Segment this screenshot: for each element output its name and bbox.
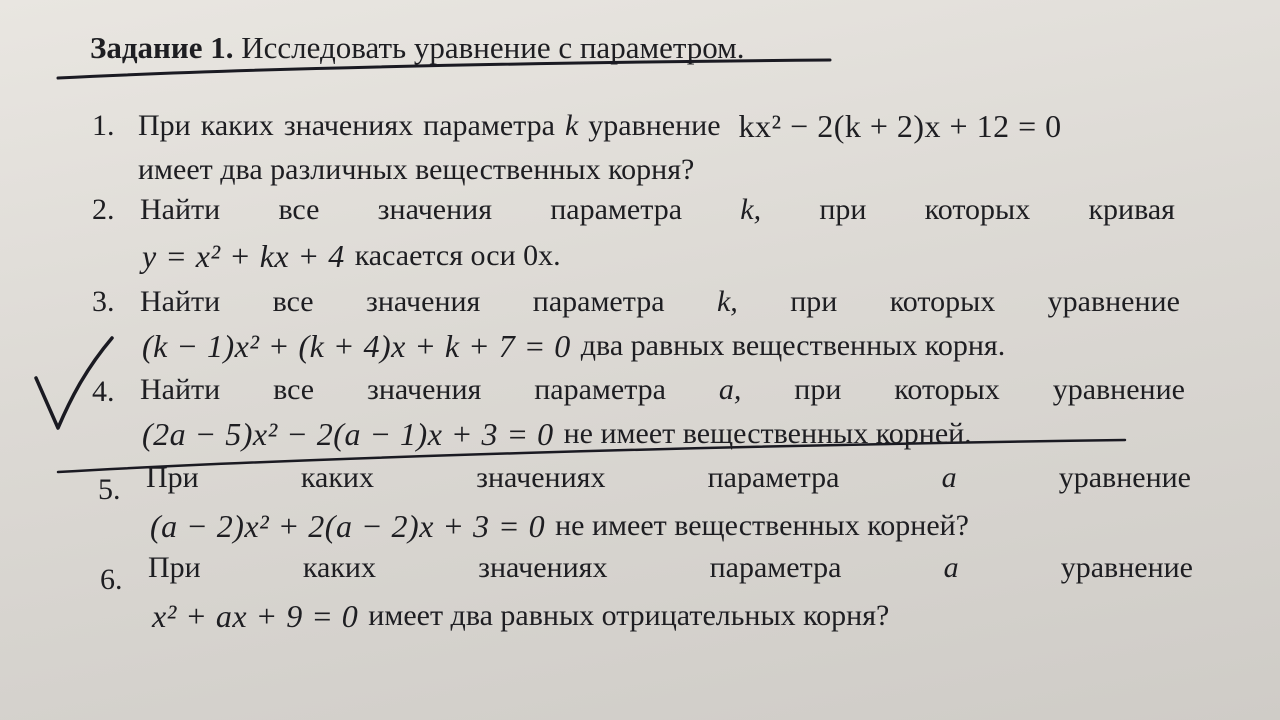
task-text: Исследовать уравнение с параметром. xyxy=(241,30,745,65)
problem-6-line-2 xyxy=(152,596,889,636)
equation: (2a − 5)x² − 2(a − 1)x + 3 = 0 xyxy=(142,416,554,452)
word: параметра xyxy=(550,193,683,226)
problem-1-line-2: имеет два различных вещественных корня? xyxy=(138,153,695,186)
equation: y = x² + kx + 4 xyxy=(142,238,345,274)
word: параметра xyxy=(707,461,840,494)
problem-3-text: два равных вещественных корня. xyxy=(580,329,1006,362)
problem-5-line-1 xyxy=(146,458,1191,498)
word: значения xyxy=(366,285,481,318)
parameter: k, xyxy=(740,193,762,226)
problem-6-number: 6. xyxy=(100,563,123,596)
problem-1-line-1 xyxy=(138,106,1188,146)
problem-6-text: имеет два равных отрицательных корня? xyxy=(368,599,890,632)
word: при xyxy=(790,285,838,318)
problem-1-number: 1. xyxy=(92,109,115,142)
problem-5-line-2 xyxy=(150,506,969,546)
problem-2-line-2 xyxy=(142,236,561,276)
word: уравнение xyxy=(588,109,721,142)
word: при xyxy=(819,193,867,226)
problem-2-text: касается оси 0x. xyxy=(354,239,561,272)
equation: (k − 1)x² + (k + 4)x + k + 7 = 0 xyxy=(142,328,571,364)
problem-5-number: 5. xyxy=(98,473,121,506)
word: значения xyxy=(377,193,493,226)
word: Найти xyxy=(140,193,221,226)
word: Найти xyxy=(140,285,221,318)
problem-5-text: не имеет вещественных корней? xyxy=(555,509,969,542)
word: все xyxy=(273,373,315,406)
word: уравнение xyxy=(1052,373,1185,406)
equation: (a − 2)x² + 2(a − 2)x + 3 = 0 xyxy=(150,508,546,544)
word: все xyxy=(278,193,320,226)
problem-4-line-1 xyxy=(140,370,1185,410)
equation: kx² − 2(k + 2)x + 12 = 0 xyxy=(738,108,1062,144)
word: параметра xyxy=(532,285,665,318)
word: уравнение xyxy=(1060,551,1193,584)
word: уравнение xyxy=(1058,461,1191,494)
word: значениях xyxy=(478,551,608,584)
word: При xyxy=(146,461,199,494)
task-label: Задание 1. xyxy=(90,30,234,65)
word: кривая xyxy=(1088,193,1175,226)
word: все xyxy=(272,285,314,318)
problem-4-text: не имеет вещественных корней. xyxy=(563,417,972,450)
word: значения xyxy=(366,373,482,406)
word: значениях xyxy=(283,109,414,142)
word: каких xyxy=(300,461,374,494)
word: которых xyxy=(889,285,996,318)
word: значениях xyxy=(476,461,606,494)
word: которых xyxy=(924,193,1031,226)
parameter: k xyxy=(564,109,579,142)
problem-3-line-1 xyxy=(140,282,1180,322)
task-title xyxy=(90,28,745,68)
word: При xyxy=(148,551,201,584)
word: При xyxy=(138,109,191,142)
problem-4-line-2 xyxy=(142,414,972,454)
word: параметра xyxy=(423,109,555,142)
word: параметра xyxy=(534,373,666,406)
equation: x² + ax + 9 = 0 xyxy=(152,598,359,634)
problem-3-number: 3. xyxy=(92,285,115,318)
word: уравнение xyxy=(1047,285,1180,318)
word: Найти xyxy=(140,373,221,406)
problem-2-line-1 xyxy=(140,190,1175,230)
word: параметра xyxy=(709,551,842,584)
parameter: a xyxy=(943,551,959,584)
problem-4-number: 4. xyxy=(92,375,115,408)
word: при xyxy=(794,373,842,406)
problem-3-line-2 xyxy=(142,326,1005,366)
parameter: a xyxy=(941,461,957,494)
word: которых xyxy=(894,373,1000,406)
problem-6-line-1 xyxy=(148,548,1193,588)
word: каких xyxy=(302,551,376,584)
word: каких xyxy=(200,109,274,142)
problem-2-number: 2. xyxy=(92,193,115,226)
parameter: a, xyxy=(718,373,742,406)
parameter: k, xyxy=(716,285,738,318)
